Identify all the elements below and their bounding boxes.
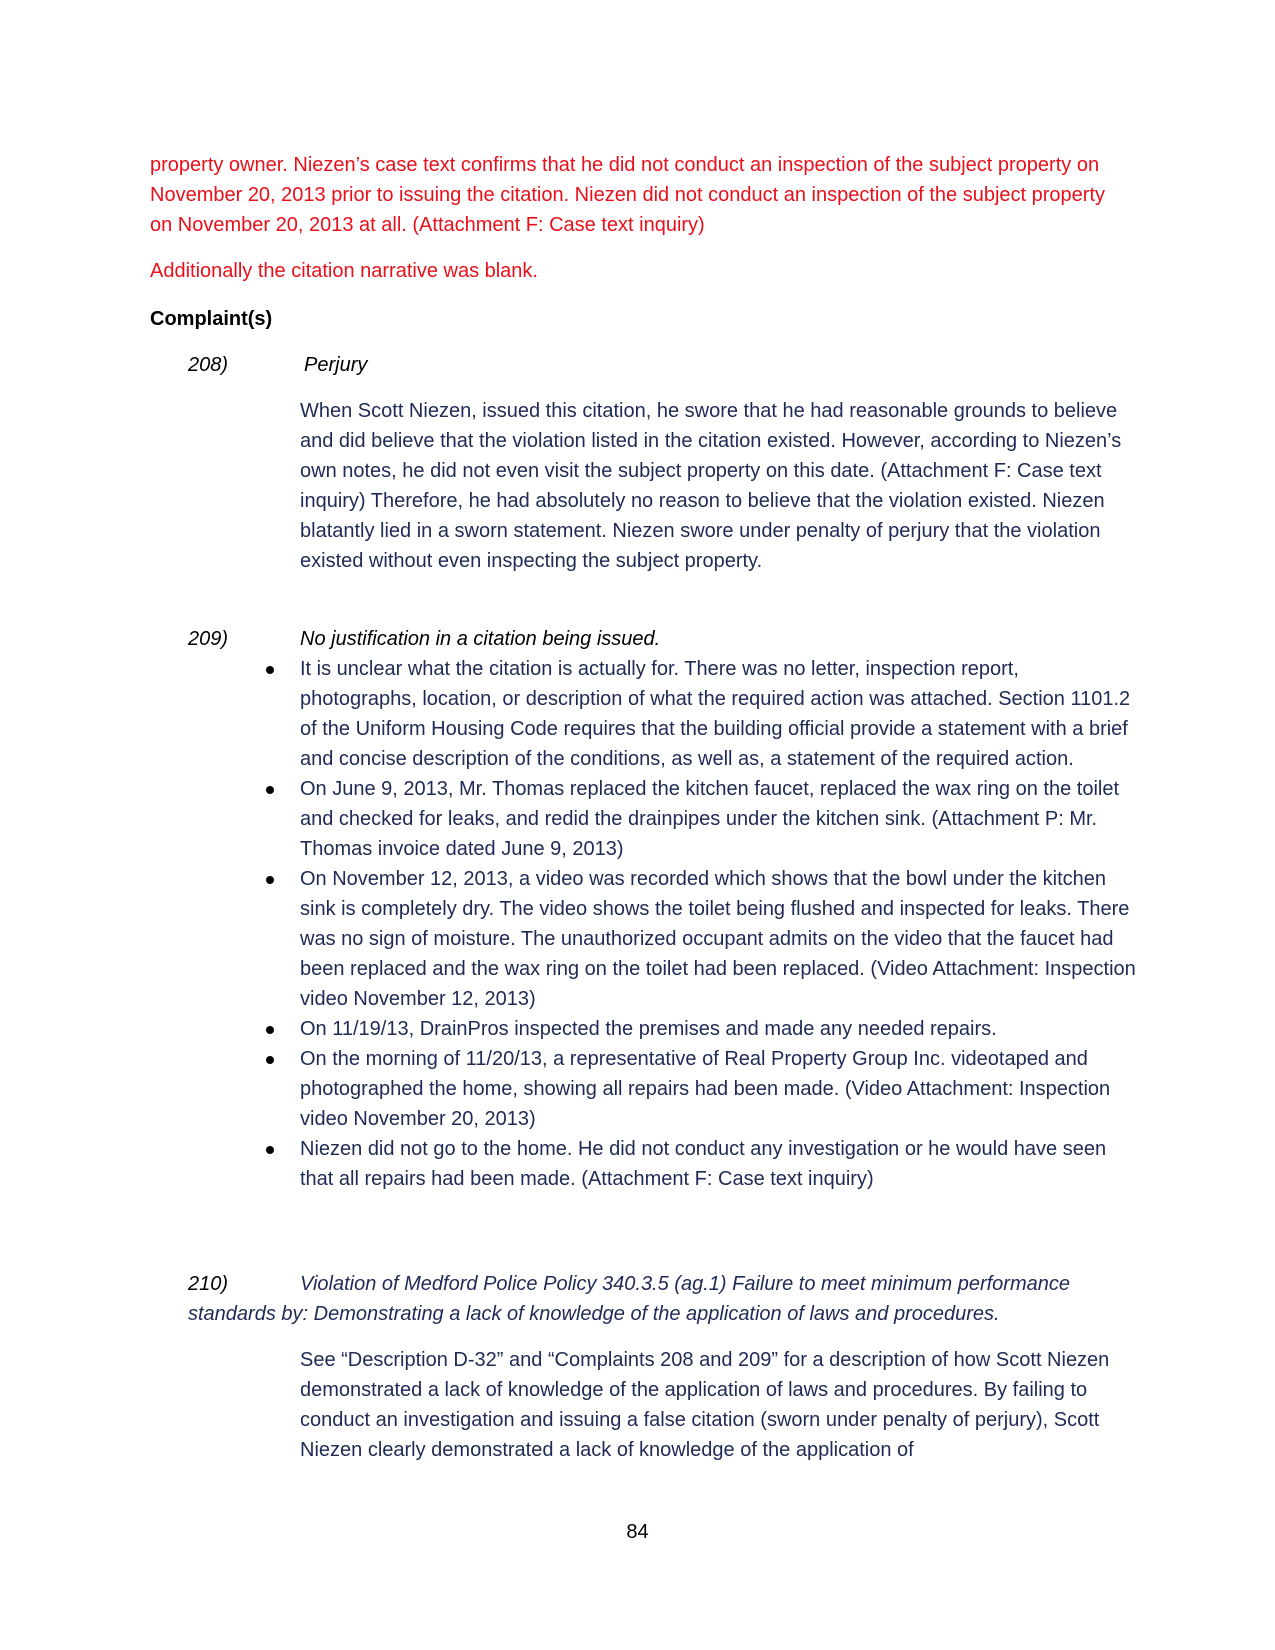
complaint-208-body: When Scott Niezen, issued this citation, he swore that he had reasonable grounds to believe and did believe that the violation listed in the citation existed. However, according to Niezen’s own notes, he did not even visit the subject property on this date. (Attachment F: Case text inquiry) Therefore, he had absolutely no reason to believe that the violation existed. Niezen blatantly lied in a sworn statement. Niezen swore under penalty of perjury that the violation existed without even inspecting the subject property. (300, 400, 1122, 572)
complaint-209-number: 209) (188, 628, 229, 650)
complaints-heading: Complaint(s) (150, 308, 273, 330)
list-item: On November 12, 2013, a video was recorded which shows that the bowl under the kitchen sink is completely dry. The video shows the toilet being flushed and inspected for leaks. There was no sign of moisture. The unauthorized occupant admits on the video that the faucet had been replaced and the wax ring on the toilet had been replaced. (Video Attachment: Inspection video November 12, 2013) (300, 864, 1140, 1014)
additional-paragraph: Additionally the citation narrative was blank. (150, 260, 538, 282)
list-item: On the morning of 11/20/13, a representative of Real Property Group Inc. videotaped and photographed the home, showing all repairs had been made. (Video Attachment: Inspection video November 20, 2013) (300, 1044, 1140, 1134)
intro-paragraph: property owner. Niezen’s case text confirms that he did not conduct an inspection of the subject property on November 20, 2013 prior to issuing the citation. Niezen did not conduct an inspection of the subject property on November 20, 2013 at all. (Attachment F: Case text inquiry) (150, 154, 1106, 236)
complaint-209-bullets (300, 654, 1140, 1194)
complaint-209-title: No justification in a citation being issued. (300, 628, 661, 650)
complaint-208-number: 208) (188, 354, 229, 376)
list-item: On June 9, 2013, Mr. Thomas replaced the kitchen faucet, replaced the wax ring on the toilet and checked for leaks, and redid the drainpipes under the kitchen sink. (Attachment P: Mr. Thomas invoice dated June 9, 2013) (300, 774, 1140, 864)
complaint-208-title: Perjury (304, 354, 368, 376)
complaint-210-heading (188, 1269, 1138, 1329)
page-number: 84 (626, 1521, 649, 1543)
list-item: On 11/19/13, DrainPros inspected the premises and made any needed repairs. (300, 1014, 1140, 1044)
list-item: Niezen did not go to the home. He did not conduct any investigation or he would have seen that all repairs had been made. (Attachment F: Case text inquiry) (300, 1134, 1140, 1194)
list-item: It is unclear what the citation is actually for. There was no letter, inspection report, photographs, location, or description of what the required action was attached. Section 1101.2 of the Uniform Housing Code requires that the building official provide a statement with a brief and concise description of the conditions, as well as, a statement of the required action. (300, 654, 1140, 774)
complaint-210-body: See “Description D-32” and “Complaints 208 and 209” for a description of how Scott Niezen demonstrated a lack of knowledge of the application of laws and procedures. By failing to conduct an investigation and issuing a false citation (sworn under penalty of perjury), Scott Niezen clearly demonstrated a lack of knowledge of the application of (300, 1349, 1110, 1461)
complaint-210-title: Violation of Medford Police Policy 340.3.5 (ag.1) Failure to meet minimum performance standards by: Demonstrating a lack of knowledge of the application of laws and procedures. (188, 1273, 1070, 1325)
complaint-210-number: 210) (188, 1273, 229, 1295)
